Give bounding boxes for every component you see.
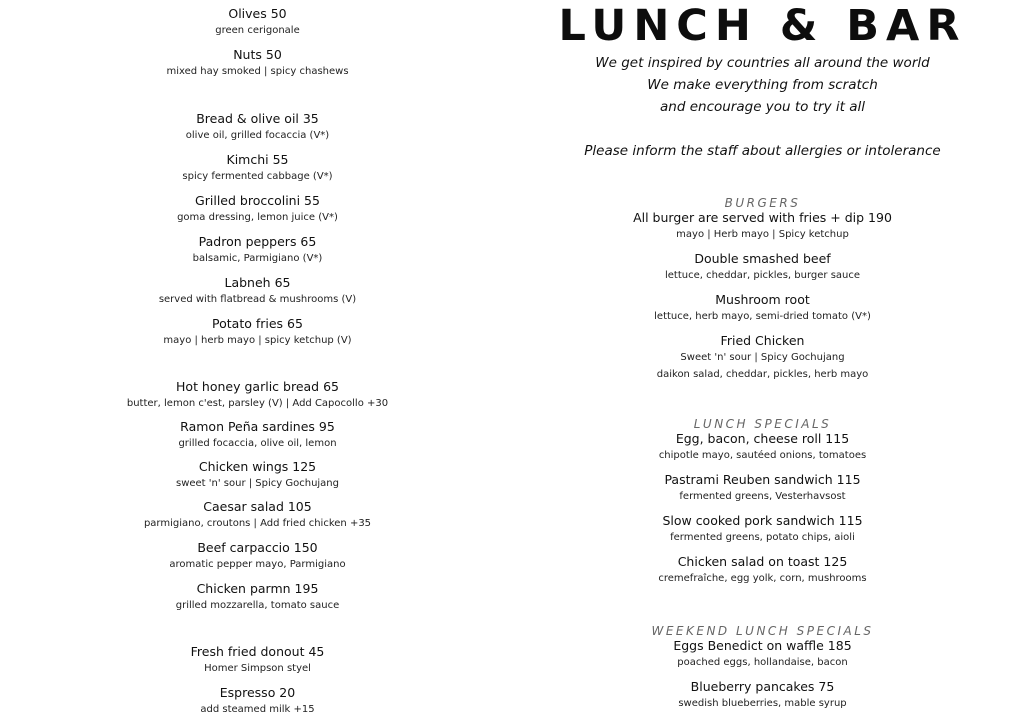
menu-item-description: olive oil, grilled focaccia (V*) (185, 130, 330, 141)
menu-item-description: grilled mozzarella, tomato sauce (175, 600, 340, 611)
menu-item-description: balsamic, Parmigiano (V*) (192, 253, 323, 264)
menu-item (535, 251, 990, 292)
menu-item-description: cremefraîche, egg yolk, corn, mushrooms (658, 573, 867, 584)
menu-item (120, 419, 395, 459)
menu-item-description: mixed hay smoked | spicy chashews (166, 66, 349, 77)
menu-item (535, 554, 990, 595)
brand-title: LUNCH & BAR (558, 1, 967, 51)
menu-item-name: Espresso 20 (219, 685, 296, 700)
menu-item-name: Chicken parmn 195 (196, 581, 319, 596)
menu-item-name: Chicken wings 125 (198, 459, 317, 474)
menu-item (120, 685, 395, 726)
menu-item (120, 234, 395, 275)
menu-item-description: lettuce, cheddar, pickles, burger sauce (664, 270, 861, 281)
menu-item (120, 152, 395, 193)
menu-item-description: green cerigonale (215, 25, 300, 36)
menu-item-description: daikon salad, cheddar, pickles, herb mayo (656, 369, 869, 380)
menu-item-description: fermented greens, potato chips, aioli (670, 532, 855, 543)
tagline (535, 52, 990, 118)
allergy-note: Please inform the staff about allergies or intolerance (584, 143, 941, 159)
menu-item-description: lettuce, herb mayo, semi-dried tomato (V*) (654, 311, 871, 322)
menu-item-name: Fresh fried donout 45 (190, 644, 325, 659)
menu-item-name: Potato fries 65 (212, 316, 303, 331)
menu-item-name: Hot honey garlic bread 65 (176, 379, 339, 394)
menu-item-description: spicy fermented cabbage (V*) (182, 171, 333, 182)
menu-item-description: butter, lemon c'est, parsley (V) | Add Capocollo +30 (126, 398, 389, 409)
menu-item-description: sweet 'n' sour | Spicy Gochujang (175, 478, 339, 489)
section-title: BURGERS (724, 196, 801, 210)
menu-item-name: Padron peppers 65 (198, 234, 317, 249)
menu-item (120, 193, 395, 234)
menu-item-name: Nuts 50 (233, 47, 282, 62)
menu-item (535, 431, 990, 472)
menu-item-name: Slow cooked pork sandwich 115 (662, 513, 863, 528)
menu-item-name: Blueberry pancakes 75 (690, 679, 835, 694)
tagline-line: We get inspired by countries all around the world (595, 55, 930, 71)
left-menu-column (120, 0, 395, 726)
menu-group-plates (120, 379, 395, 622)
menu-item-name: Double smashed beef (694, 251, 831, 266)
menu-item-name: Labneh 65 (224, 275, 291, 290)
menu-item-description: Homer Simpson styel (204, 663, 311, 674)
menu-item (535, 472, 990, 513)
menu-item (120, 379, 395, 419)
menu-item-description: served with flatbread & mushrooms (V) (158, 294, 357, 305)
menu-item (535, 292, 990, 333)
menu-item-description: goma dressing, lemon juice (V*) (177, 212, 338, 223)
section-title: WEEKEND LUNCH SPECIALS (651, 624, 874, 638)
menu-item-name: Eggs Benedict on waffle 185 (673, 638, 852, 653)
menu-group-small-plates (120, 111, 395, 357)
menu-item-name: Egg, bacon, cheese roll 115 (675, 431, 850, 446)
menu-item-name: Olives 50 (228, 6, 287, 21)
menu-item-description: add steamed milk +15 (200, 704, 315, 715)
menu-item (535, 513, 990, 554)
tagline-line: and encourage you to try it all (660, 99, 865, 115)
menu-item-description: aromatic pepper mayo, Parmigiano (169, 559, 346, 570)
menu-item (120, 459, 395, 499)
menu-item-description: grilled focaccia, olive oil, lemon (178, 438, 337, 449)
menu-item-description: mayo | herb mayo | spicy ketchup (V) (163, 335, 352, 346)
menu-item (120, 499, 395, 540)
menu-item (535, 333, 990, 381)
menu-item-name: Ramon Peña sardines 95 (180, 419, 335, 434)
menu-item (120, 540, 395, 581)
menu-item-description: mayo | Herb mayo | Spicy ketchup (676, 229, 849, 240)
section-title: LUNCH SPECIALS (693, 417, 832, 431)
menu-group-snacks (120, 0, 395, 88)
menu-item-description: fermented greens, Vesterhavsost (679, 491, 846, 502)
menu-item-name: Grilled broccolini 55 (195, 193, 320, 208)
menu-item-name: Beef carpaccio 150 (197, 540, 318, 555)
section-lunch-specials (535, 417, 990, 595)
menu-item (120, 644, 395, 685)
section-burgers (535, 196, 990, 381)
menu-item (120, 275, 395, 316)
menu-item (120, 111, 395, 152)
menu-item-name: Kimchi 55 (226, 152, 289, 167)
menu-item (120, 316, 395, 357)
menu-item-description: poached eggs, hollandaise, bacon (677, 657, 848, 668)
menu-item-name: Fried Chicken (720, 333, 805, 348)
right-menu-column (535, 0, 990, 720)
menu-item-description: chipotle mayo, sautéed onions, tomatoes (658, 450, 867, 461)
menu-item-name: All burger are served with fries + dip 190 (633, 210, 892, 225)
menu-group-desserts (120, 644, 395, 726)
menu-item-description: Sweet 'n' sour | Spicy Gochujang (680, 352, 845, 363)
menu-item-name: Pastrami Reuben sandwich 115 (664, 472, 861, 487)
menu-item (120, 581, 395, 622)
menu-item-description: swedish blueberries, mable syrup (678, 698, 847, 709)
menu-item-name: Bread & olive oil 35 (196, 111, 319, 126)
menu-item-description: parmigiano, croutons | Add fried chicken +35 (143, 518, 372, 529)
menu-item (120, 47, 395, 88)
menu-item (535, 638, 990, 679)
menu-item (535, 679, 990, 720)
section-weekend-lunch-specials (535, 624, 990, 720)
tagline-line: We make everything from scratch (647, 77, 878, 93)
menu-item (120, 6, 395, 47)
menu-item-name: Mushroom root (715, 292, 810, 307)
menu-item-name: Caesar salad 105 (203, 499, 312, 514)
menu-item-name: Chicken salad on toast 125 (677, 554, 848, 569)
menu-item (535, 210, 990, 251)
